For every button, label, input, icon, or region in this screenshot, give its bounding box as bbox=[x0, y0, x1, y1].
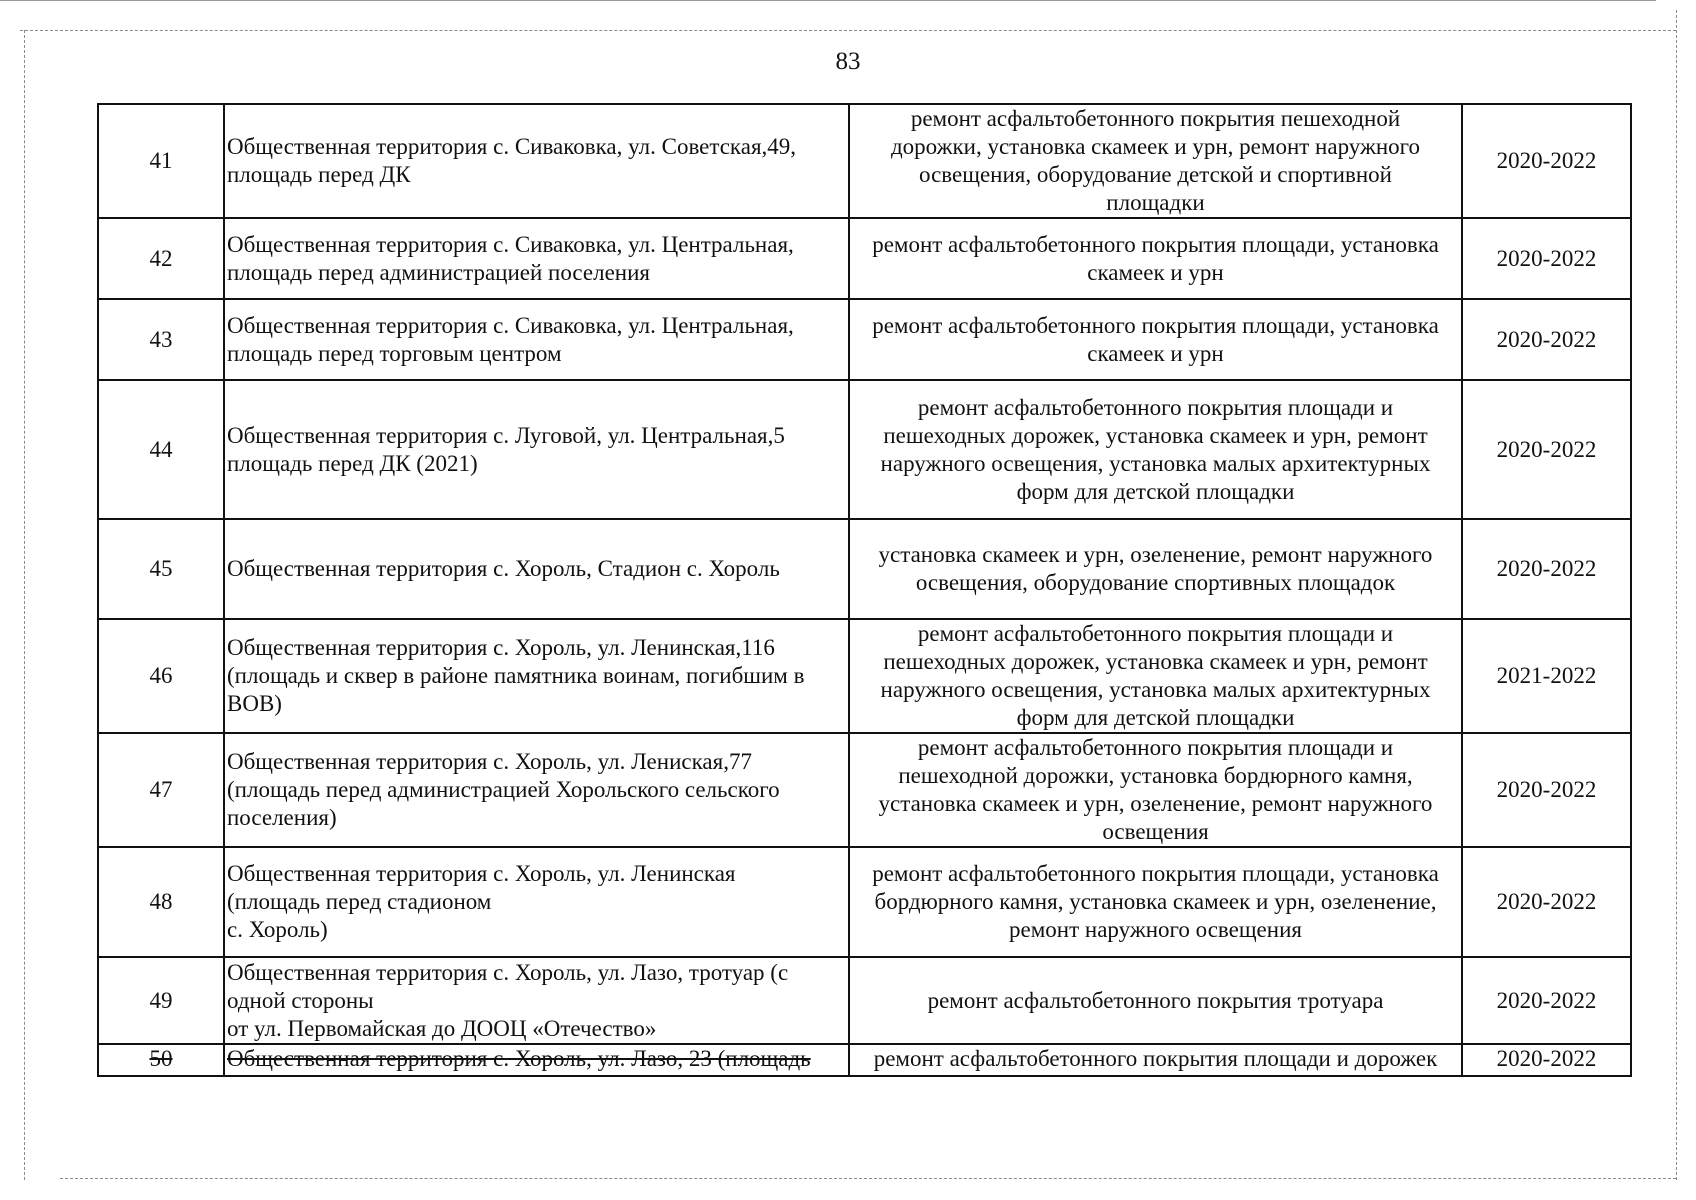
row-number: 46 bbox=[98, 619, 224, 733]
works-description: ремонт асфальтобетонного покрытия площади, установка бордюрного камня, установка скамеек и урн, озеленение, ремонт наружного освещения bbox=[849, 847, 1462, 957]
row-number: 42 bbox=[98, 218, 224, 299]
territory-name: Общественная территория с. Хороль, ул. Ленинская (площадь перед стадионом с. Хороль) bbox=[224, 847, 849, 957]
table-row-cut bbox=[98, 1044, 1631, 1076]
table-row bbox=[98, 733, 1631, 847]
table-row bbox=[98, 104, 1631, 218]
period: 2020-2022 bbox=[1462, 299, 1631, 380]
works-description: ремонт асфальтобетонного покрытия тротуара bbox=[849, 957, 1462, 1044]
row-number: 43 bbox=[98, 299, 224, 380]
scan-edge-bottom bbox=[60, 1178, 1676, 1179]
row-number: 45 bbox=[98, 519, 224, 619]
territory-name: Общественная территория с. Хороль, ул. Лениская,77 (площадь перед администрацией Хорольского сельского поселения) bbox=[224, 733, 849, 847]
period: 2020-2022 bbox=[1462, 519, 1631, 619]
scan-edge-top bbox=[20, 30, 1676, 31]
period: 2020-2022 bbox=[1462, 957, 1631, 1044]
works-description: установка скамеек и урн, озеленение, ремонт наружного освещения, оборудование спортивных площадок bbox=[849, 519, 1462, 619]
territories-table bbox=[97, 103, 1632, 1077]
works-description: ремонт асфальтобетонного покрытия площади и дорожек bbox=[849, 1044, 1462, 1076]
period: 2020-2022 bbox=[1462, 847, 1631, 957]
works-description: ремонт асфальтобетонного покрытия площади, установка скамеек и урн bbox=[849, 218, 1462, 299]
territory-name: Общественная территория с. Сиваковка, ул. Центральная, площадь перед администрацией поселения bbox=[224, 218, 849, 299]
row-number: 41 bbox=[98, 104, 224, 218]
table-row bbox=[98, 380, 1631, 519]
territory-name: Общественная территория с. Хороль, ул. Ленинская,116 (площадь и сквер в районе памятника воинам, погибшим в ВОВ) bbox=[224, 619, 849, 733]
table-row bbox=[98, 299, 1631, 380]
scan-edge-left bbox=[24, 30, 25, 1180]
period: 2020-2022 bbox=[1462, 733, 1631, 847]
period: 2020-2022 bbox=[1462, 104, 1631, 218]
row-number: 50 bbox=[149, 1046, 173, 1071]
period: 2020-2022 bbox=[1462, 380, 1631, 519]
territory-name: Общественная территория с. Хороль, ул. Лазо, тротуар (с одной стороны от ул. Первомайская до ДООЦ «Отечество» bbox=[224, 957, 849, 1044]
territory-name: Общественная территория с. Хороль, Стадион с. Хороль bbox=[224, 519, 849, 619]
period: 2020-2022 bbox=[1462, 1044, 1631, 1076]
row-number: 48 bbox=[98, 847, 224, 957]
works-description: ремонт асфальтобетонного покрытия площади и пешеходных дорожек, установка скамеек и урн, ремонт наружного освещения, установка малых архитектурных форм для детской площадки bbox=[849, 619, 1462, 733]
scan-edge-right bbox=[1676, 10, 1677, 1180]
works-description: ремонт асфальтобетонного покрытия площади, установка скамеек и урн bbox=[849, 299, 1462, 380]
scan-page-cut-line bbox=[0, 0, 1656, 1]
territory-name: Общественная территория с. Сиваковка, ул. Центральная, площадь перед торговым центром bbox=[224, 299, 849, 380]
works-description: ремонт асфальтобетонного покрытия площади и пешеходной дорожки, установка бордюрного камня, установка скамеек и урн, озеленение, ремонт наружного освещения bbox=[849, 733, 1462, 847]
table-row bbox=[98, 847, 1631, 957]
works-description: ремонт асфальтобетонного покрытия пешеходной дорожки, установка скамеек и урн, ремонт наружного освещения, оборудование детской и спортивной площадки bbox=[849, 104, 1462, 218]
row-number: 49 bbox=[98, 957, 224, 1044]
table-row bbox=[98, 218, 1631, 299]
territory-name: Общественная территория с. Хороль, ул. Лазо, 23 (площадь bbox=[227, 1046, 811, 1071]
table-row bbox=[98, 519, 1631, 619]
row-number: 47 bbox=[98, 733, 224, 847]
table-row bbox=[98, 957, 1631, 1044]
row-number: 44 bbox=[98, 380, 224, 519]
page-number: 83 bbox=[835, 48, 861, 75]
territory-name: Общественная территория с. Сиваковка, ул. Советская,49, площадь перед ДК bbox=[224, 104, 849, 218]
period: 2020-2022 bbox=[1462, 218, 1631, 299]
works-description: ремонт асфальтобетонного покрытия площади и пешеходных дорожек, установка скамеек и урн, ремонт наружного освещения, установка малых архитектурных форм для детской площадки bbox=[849, 380, 1462, 519]
table-row bbox=[98, 619, 1631, 733]
territory-name: Общественная территория с. Луговой, ул. Центральная,5 площадь перед ДК (2021) bbox=[224, 380, 849, 519]
period: 2021-2022 bbox=[1462, 619, 1631, 733]
